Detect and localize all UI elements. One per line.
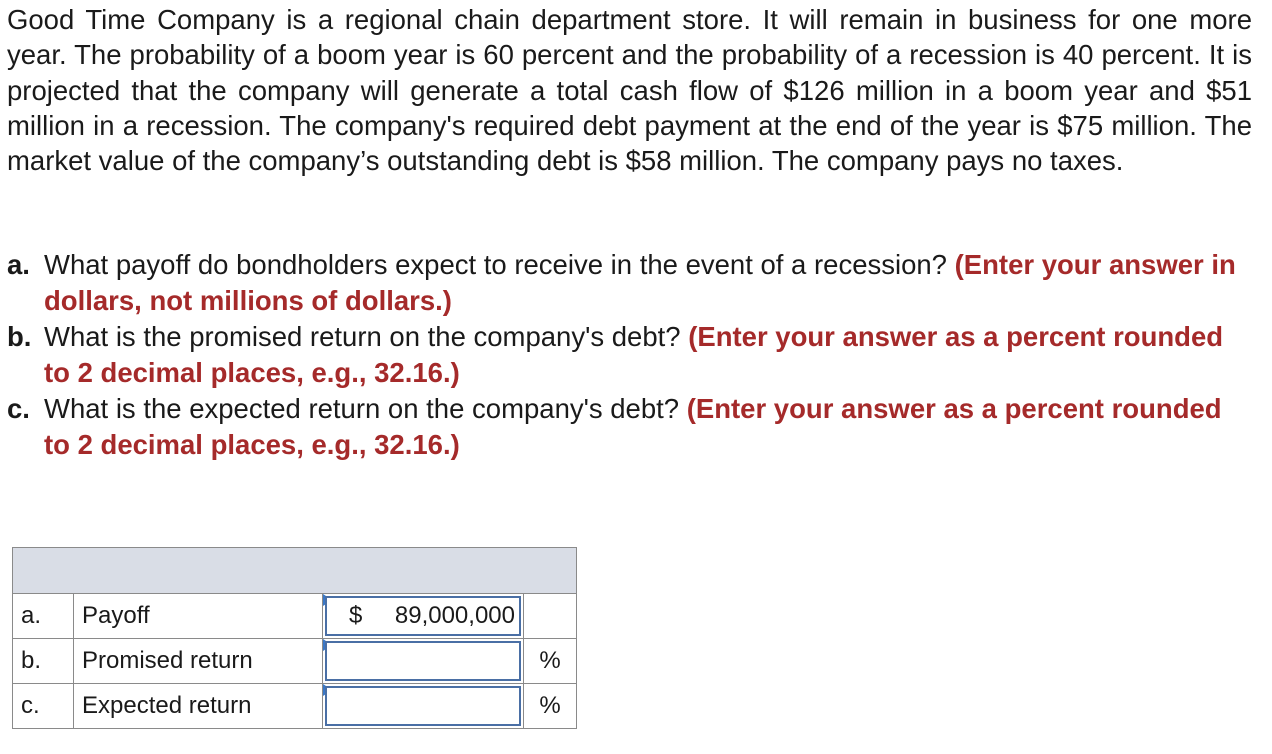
- question-text: What payoff do bondholders expect to receive in the event of a recession?: [44, 249, 947, 280]
- row-letter: c.: [13, 684, 74, 729]
- answer-cell: [323, 684, 524, 729]
- answer-row-c: [13, 684, 577, 729]
- question-hint: (Enter your answer as a percent rounded to 2 decimal places, e.g., 32.16.): [44, 393, 1222, 460]
- answer-table-header: [13, 548, 577, 594]
- input-value: 89,000,000: [394, 602, 515, 629]
- answer-row-b: [13, 639, 577, 684]
- promised-return-input[interactable]: [325, 641, 521, 681]
- question-hint: (Enter your answer as a percent rounded to 2 decimal places, e.g., 32.16.): [44, 321, 1224, 388]
- row-unit: %: [524, 684, 577, 729]
- question-letter: a.: [7, 249, 30, 280]
- answer-table: [12, 547, 577, 729]
- question-text: What is the expected return on the company's debt?: [44, 393, 680, 424]
- payoff-input[interactable]: [325, 596, 521, 636]
- question-c: [7, 391, 1252, 463]
- answer-row-a: [13, 594, 577, 639]
- answer-cell: [323, 639, 524, 684]
- row-unit: [524, 594, 577, 639]
- expected-return-input[interactable]: [325, 686, 521, 726]
- row-letter: b.: [13, 639, 74, 684]
- row-label: Promised return: [74, 639, 323, 684]
- question-b: [7, 319, 1252, 391]
- question-letter: b.: [7, 321, 32, 352]
- row-unit: %: [524, 639, 577, 684]
- question-text: What is the promised return on the company's debt?: [44, 321, 681, 352]
- question-a: [7, 247, 1252, 319]
- row-label: Payoff: [74, 594, 323, 639]
- question-letter: c.: [7, 393, 30, 424]
- question-hint: (Enter your answer in dollars, not millions of dollars.): [44, 249, 1236, 316]
- question-list: [7, 247, 1252, 463]
- header-cell: [13, 548, 577, 594]
- answer-cell: [323, 594, 524, 639]
- currency-prefix: $: [349, 602, 363, 629]
- row-label: Expected return: [74, 684, 323, 729]
- row-letter: a.: [13, 594, 74, 639]
- problem-statement: Good Time Company is a regional chain department store. It will remain in business for one more year. The probability of a boom year is 60 percent and the probability of a recession is 40 percent. It is projected that the company will generate a total cash flow of $126 million in a boom year and $51 million in a recession. The company's required debt payment at the end of the year is $75 million. The market value of the company’s outstanding debt is $58 million. The company pays no taxes.: [7, 4, 1252, 177]
